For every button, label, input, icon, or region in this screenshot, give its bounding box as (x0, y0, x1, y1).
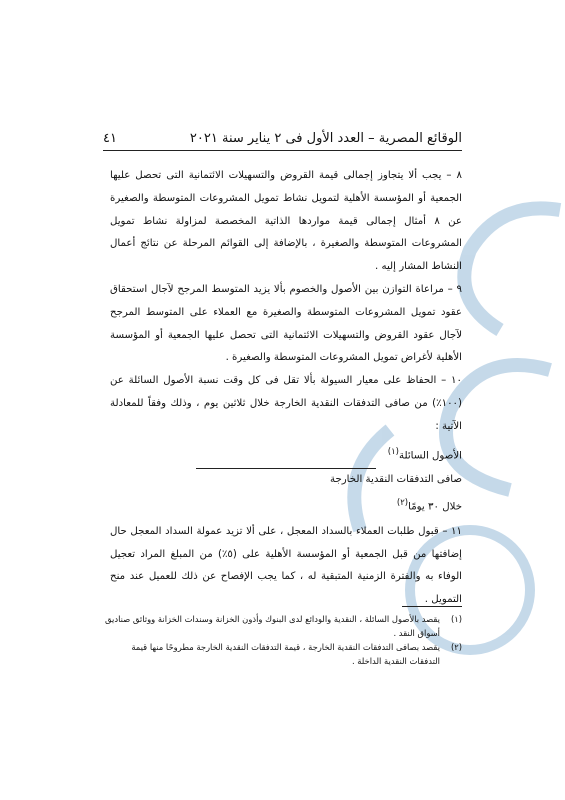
footnote-2-number: (٢) (450, 642, 462, 652)
formula-numerator-ref: (١) (387, 446, 399, 457)
document-body (110, 165, 462, 612)
footnote-divider (402, 606, 462, 607)
page-number: ٤١ (103, 131, 117, 146)
footnote-2 (103, 640, 462, 668)
footnotes (103, 612, 462, 668)
formula-denominator-ref: (٢) (396, 497, 409, 508)
item-9: ٩ – مراعاة التوازن بين الأصول والخصوم بألا يزيد المتوسط المرجح لآجال استحقاق عقود تمويل المشروعات المتوسطة والصغيرة مع العملاء على المتوسط المرجح لآجال عقود القروض والتسهيلات الائتمانية التى تحصل عليها الجمعية أو المؤسسة الأهلية لأغراض تمويل المشروعات المتوسطة والصغيرة . (110, 283, 462, 364)
formula-denominator-2: خلال ٣٠ يومًا (408, 500, 462, 512)
footnote-2-text: يقصد بصافى التدفقات النقدية الخارجة ، قيمة التدفقات النقدية الخارجة مطروحًا منها قيمة التدفقات النقدية الداخلة . (131, 642, 440, 666)
footnote-1-text: يقصد بالأصول السائلة ، النقدية والودائع لدى البنوك وأذون الخزانة وسندات الخزانة ووثائق صناديق أسواق النقد . (105, 614, 440, 638)
item-11: ١١ – قبول طلبات العملاء بالسداد المعجل ، على ألا تزيد عمولة السداد المعجل حال إضافتها من قبل الجمعية أو المؤسسة الأهلية على (٥٪) من المبلغ المراد تعجيل الوفاء به والفترة الزمنية المتبقية له ، كما يجب الإفصاح عن ذلك للعميل عند منح التمويل . (110, 525, 462, 606)
footnote-1-number: (١) (450, 614, 462, 624)
item-8: ٨ – يجب ألا يتجاوز إجمالى قيمة القروض والتسهيلات الائتمانية التى تحصل عليها الجمعية أو المؤسسة الأهلية لتمويل نشاط تمويل المشروعات المتوسطة والصغيرة عن ٨ أمثال إجمالى قيمة مواردها الذاتية المخصصة لمزاولة نشاط تمويل المشروعات المتوسطة والصغيرة ، بالإضافة إلى القوائم المرحلة عن نتائج أعمال النشاط المشار إليه . (110, 170, 462, 273)
formula-numerator: الأصول السائلة (399, 449, 462, 461)
item-10: ١٠ – الحفاظ على معيار السيولة بألا تقل فى كل وقت نسبة الأصول السائلة عن (١٠٠٪) من صافى التدفقات النقدية الخارجة خلال ثلاثين يوم ، وذلك وفقاً للمعادلة الآتية : (110, 375, 462, 432)
footnote-1 (103, 612, 462, 640)
liquidity-formula (110, 441, 462, 519)
page-header (103, 120, 462, 146)
header-divider (103, 150, 462, 151)
formula-denominator-1: صافى التدفقات النقدية الخارجة (329, 473, 462, 485)
header-title: الوقائع المصرية – العدد الأول فى ٢ يناير سنة ٢٠٢١ (189, 131, 462, 146)
